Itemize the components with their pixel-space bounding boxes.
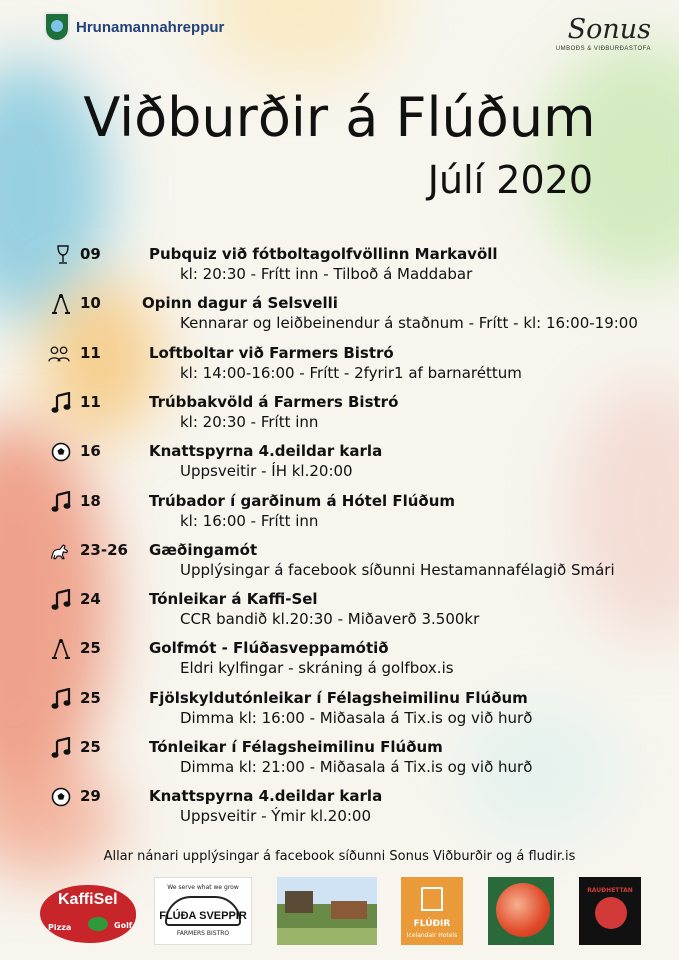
event-details: kl: 20:30 - Frítt inn xyxy=(180,412,319,431)
sponsor-tagline: UMBOÐS & VIÐBURÐASTOFA xyxy=(555,46,651,52)
music-note-icon xyxy=(50,688,72,710)
event-row xyxy=(0,638,679,682)
event-name: Pubquiz við fótboltagolfvöllinn Markavöll xyxy=(149,245,498,263)
event-date: 24 xyxy=(80,590,101,609)
music-note-icon xyxy=(50,392,72,414)
event-details: Uppsveitir - ÍH kl.20:00 xyxy=(180,462,353,481)
event-date: 16 xyxy=(80,442,101,461)
event-details: Dimma kl: 21:00 - Miðasala á Tix.is og við hurð xyxy=(180,758,533,776)
hood-icon xyxy=(595,897,627,929)
sponsor-logo xyxy=(556,16,651,52)
event-name: Gæðingamót xyxy=(149,540,258,559)
event-row xyxy=(0,491,679,535)
event-row xyxy=(0,244,679,288)
event-name: Fjölskyldutónleikar í Félagsheimilinu Flúðum xyxy=(149,688,528,707)
event-name: Trúbador í garðinum á Hótel Flúðum xyxy=(149,491,456,510)
municipality-logo xyxy=(44,12,224,42)
event-name: Golfmót - Flúðasveppamótið xyxy=(149,639,389,658)
page-title: Viðburðir á Flúðum xyxy=(83,86,596,149)
event-row xyxy=(0,786,679,830)
page-subtitle: Júlí 2020 xyxy=(427,158,593,202)
sponsor-logos xyxy=(0,877,679,947)
event-date: 25 xyxy=(80,738,101,756)
fludir-hotel-logo: FLÚÐIR Icelandair Hotels xyxy=(401,877,463,945)
event-date: 25 xyxy=(80,639,101,658)
event-row xyxy=(0,343,679,387)
event-row xyxy=(0,688,679,732)
event-details: kl: 14:00-16:00 - Frítt - 2fyrir1 af barnaréttum xyxy=(180,363,522,382)
municipality-name: Hrunamannahreppur xyxy=(76,18,225,36)
event-name: Knattspyrna 4.deildar karla xyxy=(149,442,383,461)
people-icon xyxy=(48,343,70,365)
event-date: 11 xyxy=(80,343,101,362)
event-row xyxy=(0,540,679,584)
golf-icon xyxy=(50,638,72,660)
golf-icon xyxy=(50,293,72,315)
building-photo xyxy=(277,877,377,945)
event-details: kl: 16:00 - Frítt inn xyxy=(180,511,319,530)
event-details: Eldri kylfingar - skráning á golfbox.is xyxy=(180,659,454,678)
raudhettan-logo: RAUÐHETTAN xyxy=(579,877,641,945)
sveppir-logo: We serve what we grow FLÚÐA SVEPPIR FARMERS BISTRO xyxy=(154,877,252,945)
event-name: Knattspyrna 4.deildar karla xyxy=(149,787,383,806)
event-details: CCR bandið kl.20:30 - Miðaverð 3.500kr xyxy=(180,610,480,629)
info-note: Allar nánari upplýsingar á facebook síðunni Sonus Viðburðir og á fludir.is xyxy=(103,849,576,864)
event-date: 23-26 xyxy=(80,540,128,559)
event-name: Trúbbakvöld á Farmers Bistró xyxy=(149,392,399,411)
kaffisel-logo: KaffiSel Pizza Golf xyxy=(40,877,140,947)
event-date: 09 xyxy=(80,245,101,263)
event-details: Upplýsingar á facebook síðunni Hestamannafélagið Smári xyxy=(180,560,615,579)
event-name: Tónleikar á Kaffi-Sel xyxy=(149,590,318,609)
soccer-ball-icon xyxy=(50,786,72,808)
event-details: Kennarar og leiðbeinendur á staðnum - Frítt - kl: 16:00-19:00 xyxy=(180,314,638,333)
event-details: Dimma kl: 16:00 - Miðasala á Tix.is og við hurð xyxy=(180,708,533,727)
music-note-icon xyxy=(50,491,72,513)
leaf-icon xyxy=(88,917,108,931)
wine-glass-icon xyxy=(52,244,74,266)
event-details: kl: 20:30 - Frítt inn - Tilboð á Maddabar xyxy=(180,265,473,283)
event-name: Tónleikar í Félagsheimilinu Flúðum xyxy=(149,738,443,756)
horse-icon xyxy=(48,540,70,562)
event-date: 11 xyxy=(80,392,101,411)
event-date: 29 xyxy=(80,787,101,806)
event-row xyxy=(0,293,679,337)
house-icon xyxy=(421,887,443,911)
event-date: 10 xyxy=(80,294,101,313)
event-row xyxy=(0,441,679,485)
music-note-icon xyxy=(50,737,72,759)
event-date: 25 xyxy=(80,688,101,707)
soccer-ball-icon xyxy=(50,441,72,463)
event-row xyxy=(0,392,679,436)
shield-icon xyxy=(44,12,70,42)
event-row xyxy=(0,589,679,633)
event-details: Uppsveitir - Ýmir kl.20:00 xyxy=(180,807,372,826)
event-name: Opinn dagur á Selsvelli xyxy=(142,294,338,313)
event-name: Loftboltar við Farmers Bistró xyxy=(149,343,394,362)
ball-photo xyxy=(488,877,554,945)
sponsor-name: Sonus xyxy=(567,14,651,45)
event-date: 18 xyxy=(80,491,101,510)
music-note-icon xyxy=(50,589,72,611)
event-row xyxy=(0,737,679,781)
